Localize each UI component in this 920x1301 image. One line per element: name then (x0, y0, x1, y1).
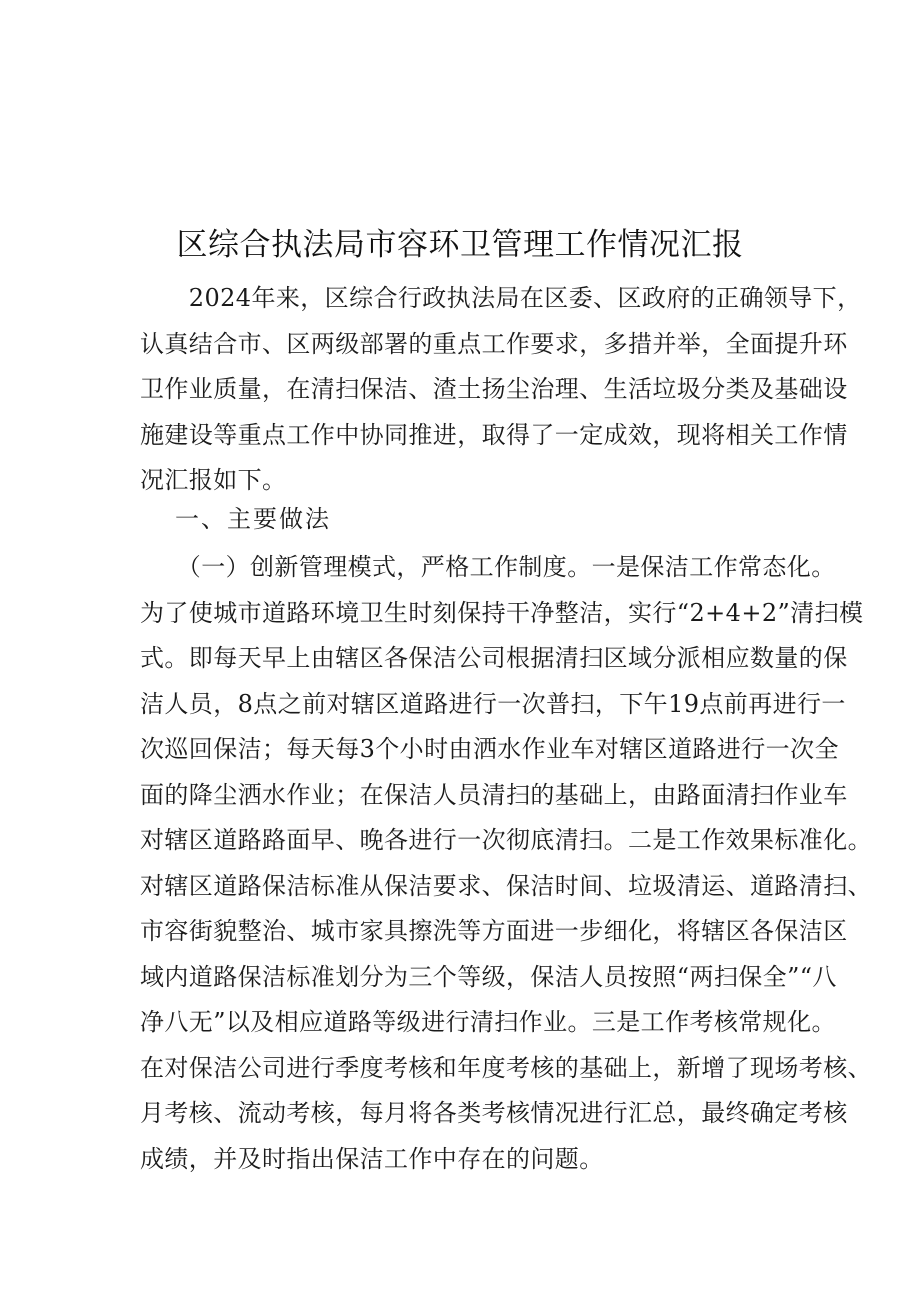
text-line: 面的降尘洒水作业；在保洁人员清扫的基础上，由路面清扫作业车 (140, 780, 848, 809)
text-line: 市容街貌整治、城市家具擦洗等方面进一步细化，将辖区各保洁区 (140, 917, 848, 945)
text-line: 卫作业质量，在清扫保洁、渣土扬尘治理、生活垃圾分类及基础设 (140, 375, 848, 403)
text-line: 2024年来，区综合行政执法局在区委、区政府的正确领导下， (140, 284, 862, 312)
paragraph-management-mode (140, 545, 872, 1182)
text-line: 在对保洁公司进行季度考核和年度考核的基础上，新增了现场考核、 (140, 1053, 872, 1082)
text-line: 认真结合市、区两级部署的重点工作要求，多措并举，全面提升环 (140, 329, 848, 358)
text-line: 对辖区道路保洁标准从保洁要求、保洁时间、垃圾清运、道路清扫、 (140, 871, 872, 900)
text-line: 为了使城市道路环境卫生时刻保持干净整洁，实行“2+4+2”清扫模 (140, 598, 864, 627)
document-title: 区综合执法局市容环卫管理工作情况汇报 (176, 227, 744, 263)
text-line: 施建设等重点工作中协同推进，取得了一定成效，现将相关工作情 (140, 420, 848, 449)
text-line: 成绩，并及时指出保洁工作中存在的问题。 (140, 1144, 604, 1173)
text-line: 洁人员，8点之前对辖区道路进行一次普扫，下午19点前再进行一 (140, 689, 846, 718)
section-heading: 一、主要做法 (175, 505, 331, 533)
text-line: 域内道路保洁标准划分为三个等级，保洁人员按照“两扫保全”“八 (140, 962, 837, 991)
text-line: （一）创新管理模式，严格工作制度。一是保洁工作常态化。 (140, 553, 836, 581)
intro-paragraph (140, 276, 862, 504)
text-line: 次巡回保洁；每天每3个小时由洒水作业车对辖区道路进行一次全 (140, 735, 839, 763)
text-line: 月考核、流动考核，每月将各类考核情况进行汇总，最终确定考核 (140, 1099, 848, 1127)
text-line: 净八无”以及相应道路等级进行清扫作业。三是工作考核常规化。 (140, 1008, 836, 1036)
text-line: 对辖区道路路面早、晚各进行一次彻底清扫。二是工作效果标准化。 (140, 826, 872, 854)
text-line: 式。即每天早上由辖区各保洁公司根据清扫区域分派相应数量的保 (140, 644, 848, 672)
text-line: 况汇报如下。 (140, 466, 287, 494)
